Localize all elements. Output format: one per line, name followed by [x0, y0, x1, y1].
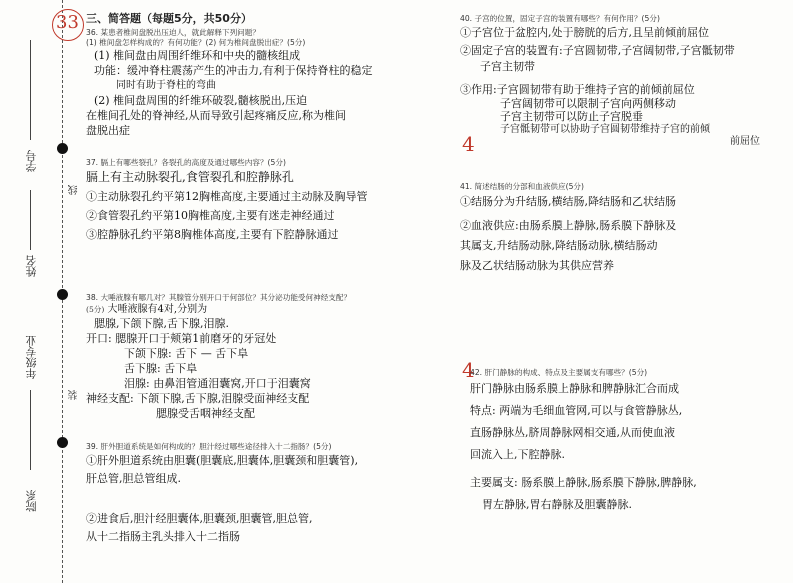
answer-line: 肝总管,胆总管组成.	[86, 472, 181, 485]
answer-line: 腮腺,下颌下腺,舌下腺,泪腺.	[94, 317, 229, 330]
answer-line: (2) 椎间盘周围的纤维环破裂,髓核脱出,压迫	[94, 94, 308, 107]
score-q42-mark: 4	[462, 358, 475, 382]
question-text: 36. 某患者椎间盘脱出压迫人，就此解释下列问题？	[86, 28, 260, 37]
section-title: 三、简答题（每题5分，共50分）	[86, 12, 252, 25]
question-text: 39. 肝外胆道系统是如何构成的？胆汁经过哪些途径排入十二指肠？(5分)	[86, 442, 332, 451]
name-line	[30, 190, 31, 250]
answer-line: 前屈位	[730, 136, 760, 147]
section-header	[86, 10, 446, 28]
binding-hole	[57, 437, 68, 448]
question-text: 41. 简述结肠的分部和血液供应(5分)	[460, 182, 584, 191]
score-q41-mark: 4	[462, 132, 475, 156]
question-score: (5分)	[86, 305, 105, 314]
question-40	[460, 14, 785, 147]
grade-major-line	[30, 390, 31, 470]
question-text: 38. 大唾液腺有哪几对？其腺管分别开口于何部位？其分泌功能受何神经支配？	[86, 293, 352, 302]
answer-line: 下颌下腺: 舌下 — 舌下阜	[124, 347, 249, 360]
question-39	[86, 442, 451, 546]
question-text: (1) 椎间盘怎样构成的？有何功能？(2) 何为椎间盘脱出症？(5分)	[86, 38, 306, 47]
grade-major-label: 年级专业	[25, 335, 38, 379]
cut-mark-line: 线	[69, 185, 80, 195]
answer-line: 胃左静脉,胃右静脉及胆囊静脉.	[482, 498, 632, 511]
answer-line: 同时有助于脊柱的弯曲	[116, 80, 216, 91]
answer-line: 子宫阔韧带可以限制子宫向两侧移动	[500, 97, 676, 110]
answer-line: 主要属支: 肠系膜上静脉,肠系膜下静脉,脾静脉,	[470, 476, 697, 489]
answer-line: 回流入上,下腔静脉.	[470, 448, 565, 461]
question-text: 37. 膈上有哪些裂孔？各裂孔的高度及通过哪些内容？(5分)	[86, 158, 286, 167]
name-label: 姓名	[25, 255, 38, 277]
answer-line: 开口: 腮腺开口于颊第1前磨牙的牙冠处	[86, 332, 277, 345]
answer-line: 腮腺受舌咽神经支配	[156, 407, 255, 420]
question-37	[86, 158, 451, 244]
answer-line: 脉及乙状结肠动脉为其供应营养	[460, 259, 614, 272]
question-42	[470, 368, 785, 516]
answer-line: ②固定子宫的装置有:子宫圆韧带,子宫阔韧带,子宫骶韧带	[460, 44, 735, 57]
answer-line: 肝门静脉由肠系膜上静脉和脾静脉汇合而成	[470, 382, 679, 395]
binding-strip	[0, 0, 80, 583]
answer-line: 功能：缓冲脊柱震荡产生的冲击力,有利于保持脊柱的稳定	[94, 64, 373, 77]
answer-line: 舌下腺: 舌下阜	[124, 362, 198, 375]
answer-line: ①子宫位于盆腔内,处于膀胱的后方,且呈前倾前屈位	[460, 26, 709, 39]
answer-line: 盘脱出症	[86, 124, 130, 137]
question-text: 40. 子宫的位置，固定子宫的装置有哪些？有何作用？(5分)	[460, 14, 660, 23]
answer-line: 特点: 两端为毛细血管网,可以与食管静脉丛,	[470, 404, 683, 417]
answer-line: 在椎间孔处的脊神经,从而导致引起疼痛反应,称为椎间	[86, 109, 346, 122]
answer-line: (1) 椎间盘由周围纤维环和中央的髓核组成	[94, 49, 301, 62]
answer-line: 子宫主韧带	[480, 60, 535, 73]
answer-line: 直肠静脉丛,脐周静脉网相交通,从而使血液	[470, 426, 675, 439]
answer-line: 神经支配: 下颌下腺,舌下腺,泪腺受面神经支配	[86, 392, 310, 405]
answer-line: ③作用:子宫圆韧带有助于维持子宫的前倾前屈位	[460, 83, 695, 96]
answer-line: ②血液供应:由肠系膜上静脉,肠系膜下静脉及	[460, 219, 677, 232]
answer-line: 膈上有主动脉裂孔,食管裂孔和腔静脉孔	[86, 170, 294, 184]
department-label: 院系	[25, 490, 38, 512]
answer-line: ①结肠分为升结肠,横结肠,降结肠和乙状结肠	[460, 195, 676, 208]
student-id-label: 学号	[25, 150, 38, 172]
question-38	[86, 293, 451, 421]
answer-line: ③腔静脉孔约平第8胸椎体高度,主要有下腔静脉通过	[86, 228, 339, 241]
answer-line: 其属支,升结肠动脉,降结肠动脉,横结肠动	[460, 239, 658, 252]
answer-line: ①肝外胆道系统由胆囊(胆囊底,胆囊体,胆囊颈和胆囊管),	[86, 454, 359, 467]
score-left: 33	[56, 12, 79, 33]
question-text: 42. 肝门静脉的构成、特点及主要属支有哪些？(5分)	[470, 368, 648, 377]
answer-line: ①主动脉裂孔约平第12胸椎高度,主要通过主动脉及胸导管	[86, 190, 368, 203]
answer-line: 子宫主韧带可以防止子宫脱垂	[500, 110, 643, 123]
answer-line: 子宫骶韧带可以协助子宫圆韧带维持子宫的前倾	[500, 124, 710, 135]
binding-hole	[57, 143, 68, 154]
cut-mark-bind: 装	[69, 390, 80, 400]
answer-line: 大唾液腺有4对,分别为	[107, 304, 208, 315]
answer-line: ②食管裂孔约平第10胸椎高度,主要有迷走神经通过	[86, 209, 335, 222]
answer-line: 泪腺: 由鼻泪管通泪囊窝,开口于泪囊窝	[124, 377, 311, 390]
answer-line: 从十二指肠主乳头排入十二指肠	[86, 530, 240, 543]
binding-hole	[57, 289, 68, 300]
question-36	[86, 28, 451, 138]
answer-line: ②进食后,胆汁经胆囊体,胆囊颈,胆囊管,胆总管,	[86, 512, 313, 525]
student-id-line	[30, 40, 31, 140]
question-41	[460, 182, 785, 276]
